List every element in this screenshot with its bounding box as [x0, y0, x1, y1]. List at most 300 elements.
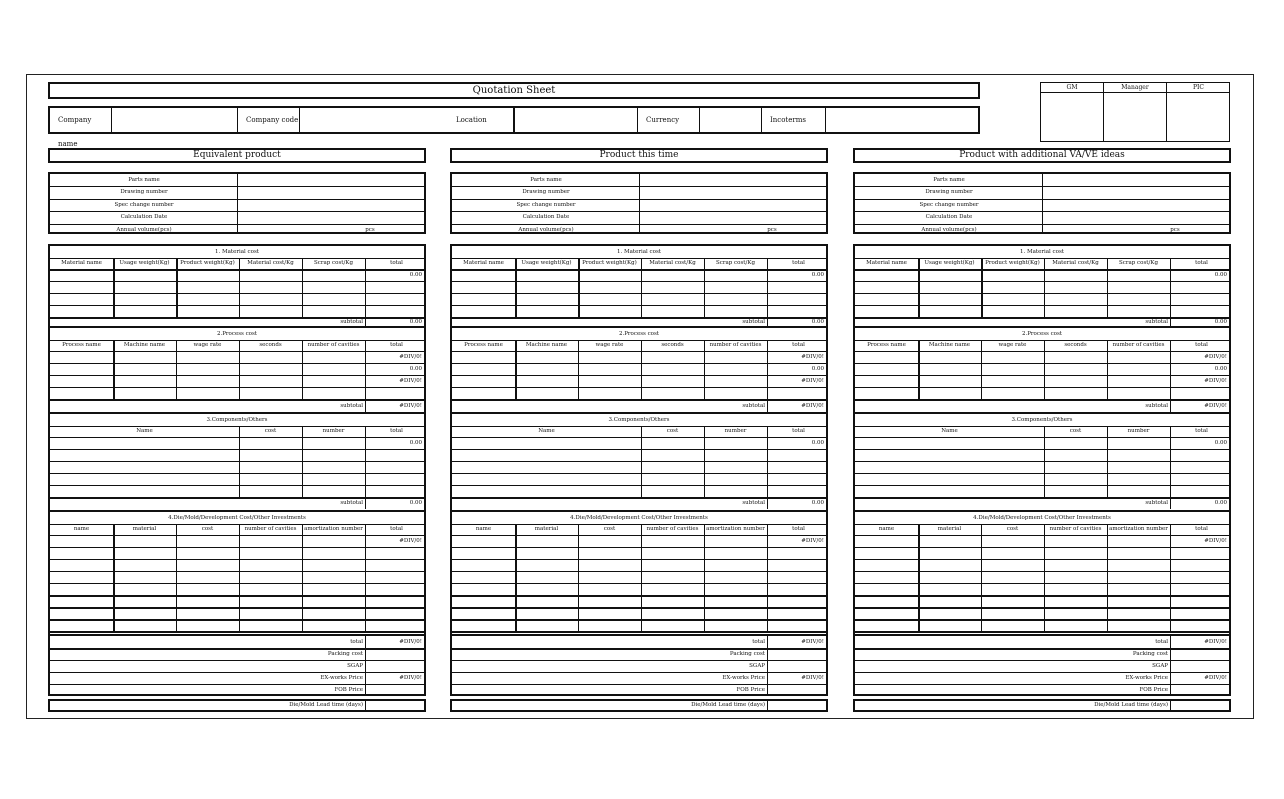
parts-parts-name-label: Parts name [128, 177, 160, 183]
grid-line [50, 449, 424, 450]
summary-fob-value[interactable] [365, 684, 424, 696]
material-row-total: 0.00 [811, 272, 824, 278]
die-header-2: cost [1006, 526, 1019, 532]
grid-line [302, 426, 303, 497]
grid-line [704, 258, 705, 317]
process-subtotal-value: #DIV/0! [399, 403, 422, 409]
grid-line [641, 258, 642, 317]
parts-parts-name-label: Parts name [530, 177, 562, 183]
process-header-2: wage rate [193, 342, 222, 348]
process-header-5: total [1195, 342, 1208, 348]
grid-line [855, 660, 1229, 661]
parts-annual-volume-field[interactable] [1043, 224, 1229, 236]
parts-spec-change-number-field[interactable] [238, 199, 424, 211]
grid-line [50, 684, 424, 685]
grid-line [365, 340, 366, 399]
grid-line [855, 293, 1229, 294]
approval-manager[interactable] [1104, 83, 1167, 141]
die-mold-block [853, 512, 1231, 636]
material-header-2: Product weight(Kg) [180, 260, 235, 266]
grid-line [855, 449, 1229, 450]
grid-line [1042, 174, 1043, 232]
grid-line [918, 340, 920, 399]
summary-sgap-value[interactable] [1170, 660, 1229, 672]
approval-gm-label: GM [1041, 83, 1103, 93]
grid-line [918, 258, 920, 317]
components-subtotal-label: subtotal [742, 500, 765, 506]
process-header-0: Process name [464, 342, 503, 348]
components-row-total: 0.00 [409, 440, 422, 446]
material-header-2: Product weight(Kg) [582, 260, 637, 266]
grid-line [855, 619, 1229, 621]
summary-fob-label: FOB Price [736, 687, 765, 693]
incoterms-label: Incoterms [762, 108, 826, 132]
currency-field[interactable] [700, 108, 762, 132]
process-row-total: #DIV/0! [801, 354, 824, 360]
process-header-3: seconds [259, 342, 282, 348]
parts-annual-volume-field[interactable] [238, 224, 424, 236]
grid-line [1044, 258, 1045, 317]
components-block [450, 414, 828, 512]
parts-spec-change-number-label: Spec change number [114, 201, 174, 208]
parts-spec-change-number-label: Spec change number [516, 201, 576, 208]
summary-block [48, 634, 426, 696]
process-row-total: 0.00 [409, 366, 422, 372]
die-mold-block [48, 512, 426, 636]
summary-sgap-label: SGAP [1152, 663, 1168, 669]
grid-line [50, 660, 424, 661]
material-header-3: Material cost/Kg [247, 260, 294, 266]
process-cost-block [48, 328, 426, 414]
grid-line [641, 340, 642, 399]
grid-line [452, 461, 826, 462]
grid-line [855, 281, 1229, 282]
summary-fob-label: FOB Price [334, 687, 363, 693]
summary-fob-value[interactable] [767, 684, 826, 696]
grid-line [578, 340, 579, 399]
grid-line [704, 426, 705, 497]
grid-line [113, 524, 115, 631]
grid-line [918, 524, 920, 631]
process-row-total: #DIV/0! [801, 378, 824, 384]
die-mold-title: 4.Die/Mold/Development Cost/Other Investments [168, 515, 306, 521]
material-subtotal-label: subtotal [1145, 319, 1168, 325]
components-subtotal-value: 0.00 [1214, 500, 1227, 506]
grid-line [452, 648, 826, 650]
parts-calculation-date-field[interactable] [1043, 211, 1229, 223]
summary-total-label-value[interactable]: #DIV/0! [1204, 639, 1227, 645]
die-header-2: cost [201, 526, 214, 532]
summary-total-label-label: total [752, 639, 765, 645]
grid-line [855, 648, 1229, 650]
summary-total-label-label: total [1155, 639, 1168, 645]
grid-line [50, 595, 424, 597]
process-header-1: Machine name [928, 342, 971, 348]
panel-title: Equivalent product [48, 148, 426, 163]
parts-spec-change-number-field[interactable] [640, 199, 826, 211]
grid-line [176, 524, 177, 631]
material-header-0: Material name [866, 260, 907, 266]
grid-line [1170, 636, 1171, 694]
grid-line [767, 636, 768, 694]
summary-exworks-label: EX-works Price [320, 675, 363, 681]
grid-line [1107, 426, 1108, 497]
process-subtotal-label: subtotal [1145, 403, 1168, 409]
material-header-1: Usage weight(Kg) [924, 260, 975, 266]
parts-calculation-date-field[interactable] [640, 211, 826, 223]
process-header-0: Process name [62, 342, 101, 348]
parts-drawing-number-field[interactable] [640, 186, 826, 198]
grid-line [855, 547, 1229, 548]
grid-line [767, 258, 768, 317]
summary-total-label-value[interactable]: #DIV/0! [399, 639, 422, 645]
parts-drawing-number-label: Drawing number [120, 189, 168, 196]
process-header-5: total [390, 342, 403, 348]
process-subtotal-label: subtotal [340, 403, 363, 409]
material-cost-title: 1. Material cost [1020, 249, 1064, 255]
die-header-5: total [1195, 526, 1208, 532]
material-header-3: Material cost/Kg [649, 260, 696, 266]
die-header-2: cost [603, 526, 616, 532]
grid-line [452, 485, 826, 486]
grid-line [452, 305, 826, 306]
material-subtotal-value: 0.00 [1214, 319, 1227, 325]
company-info-row [48, 106, 980, 148]
process-header-3: seconds [661, 342, 684, 348]
grid-line [855, 631, 1229, 633]
grid-line [50, 461, 424, 462]
approval-box [1040, 82, 1230, 142]
parts-parts-name-field[interactable] [1043, 174, 1229, 186]
parts-drawing-number-field[interactable] [1043, 186, 1229, 198]
material-subtotal-label: subtotal [340, 319, 363, 325]
grid-line [1107, 524, 1108, 631]
die-header-0: name [73, 526, 90, 532]
lead-time-row [450, 699, 828, 712]
grid-line [855, 305, 1229, 306]
grid-line [176, 258, 178, 317]
grid-line [50, 485, 424, 486]
grid-line [452, 583, 826, 584]
currency-label: Currency [638, 108, 700, 132]
grid-line [50, 547, 424, 548]
components-block [853, 414, 1231, 512]
process-header-5: total [792, 342, 805, 348]
parts-drawing-number-label: Drawing number [925, 189, 973, 196]
grid-line [641, 426, 642, 497]
die-header-1: material [937, 526, 962, 532]
grid-line [50, 619, 424, 621]
material-header-1: Usage weight(Kg) [521, 260, 572, 266]
material-subtotal-value: 0.00 [409, 319, 422, 325]
summary-fob-value[interactable] [1170, 684, 1229, 696]
process-subtotal-value: #DIV/0! [801, 403, 824, 409]
material-header-5: total [1195, 260, 1208, 266]
material-row-total: 0.00 [1214, 272, 1227, 278]
grid-line [50, 672, 424, 673]
summary-packing-label: Packing cost [729, 651, 765, 657]
summary-fob-label: FOB Price [1139, 687, 1168, 693]
grid-line [515, 524, 517, 631]
components-subtotal-label: subtotal [1145, 500, 1168, 506]
grid-line [452, 595, 826, 597]
grid-line [239, 524, 240, 631]
components-subtotal-label: subtotal [340, 500, 363, 506]
material-header-5: total [390, 260, 403, 266]
parts-parts-name-field[interactable] [238, 174, 424, 186]
process-cost-title: 2.Process cost [1021, 331, 1063, 337]
parts-parts-name-label: Parts name [933, 177, 965, 183]
grid-line [239, 340, 240, 399]
process-row-total: #DIV/0! [399, 354, 422, 360]
process-cost-block [450, 328, 828, 414]
grid-line [452, 660, 826, 661]
material-cost-title: 1. Material cost [215, 249, 259, 255]
process-row-total: 0.00 [1214, 366, 1227, 372]
die-header-5: total [390, 526, 403, 532]
grid-line [50, 559, 424, 560]
process-row-total: 0.00 [811, 366, 824, 372]
lead-time-row [853, 699, 1231, 712]
grid-line [855, 583, 1229, 584]
process-header-4: number of cavities [709, 342, 762, 348]
grid-line [50, 607, 424, 609]
grid-line [50, 305, 424, 306]
grid-line [452, 473, 826, 474]
parts-spec-change-number-label: Spec change number [919, 201, 979, 208]
grid-line [452, 449, 826, 450]
grid-line [365, 258, 366, 317]
grid-line [578, 524, 579, 631]
die-header-1: material [534, 526, 559, 532]
approval-pic-label: PIC [1167, 83, 1230, 93]
grid-line [855, 559, 1229, 560]
die-header-3: number of cavities [1049, 526, 1102, 532]
grid-line [452, 571, 826, 572]
process-row-total: #DIV/0! [1204, 354, 1227, 360]
parts-annual-volume-field[interactable] [640, 224, 826, 236]
grid-line [1170, 258, 1171, 317]
panel-2 [450, 148, 828, 713]
grid-line [113, 340, 115, 399]
parts-calculation-date-label: Calculation Date [522, 214, 570, 221]
annual-volume-unit: pcs [1170, 226, 1180, 233]
die-header-4: amortization number [304, 526, 363, 532]
process-header-1: Machine name [123, 342, 166, 348]
lead-time-value[interactable] [1170, 701, 1229, 710]
annual-volume-unit: pcs [365, 226, 375, 233]
panel-title: Product this time [450, 148, 828, 163]
parts-drawing-number-label: Drawing number [522, 189, 570, 196]
grid-line [50, 648, 424, 650]
process-header-2: wage rate [998, 342, 1027, 348]
components-header-name: Name [136, 428, 153, 434]
grid-line [981, 258, 983, 317]
summary-exworks-value[interactable]: #DIV/0! [399, 675, 422, 681]
components-header-number: number [724, 428, 747, 434]
process-header-0: Process name [867, 342, 906, 348]
grid-line [855, 571, 1229, 572]
parts-calculation-date-label: Calculation Date [925, 214, 973, 221]
process-row-total [1170, 387, 1229, 399]
process-row-total: #DIV/0! [1204, 378, 1227, 384]
grid-line [1107, 258, 1108, 317]
die-row-total: #DIV/0! [801, 538, 824, 544]
material-cost-block [853, 244, 1231, 328]
process-subtotal-label: subtotal [742, 403, 765, 409]
parts-parts-name-field[interactable] [640, 174, 826, 186]
grid-line [981, 524, 982, 631]
location-label: Location [456, 116, 487, 124]
lead-time-value[interactable] [365, 701, 424, 710]
company-name-field[interactable] [112, 108, 238, 132]
grid-line [855, 595, 1229, 597]
panel-title: Product with additional VA/VE ideas [853, 148, 1231, 163]
material-row-total: 0.00 [409, 272, 422, 278]
components-header-total: total [1195, 428, 1208, 434]
panel-1 [48, 148, 426, 713]
summary-total-label-value[interactable]: #DIV/0! [801, 639, 824, 645]
process-header-4: number of cavities [1112, 342, 1165, 348]
grid-line [1107, 340, 1108, 399]
grid-line [704, 524, 705, 631]
process-header-4: number of cavities [307, 342, 360, 348]
grid-line [452, 607, 826, 609]
lead-time-label: Die/Mold Lead time (days) [1094, 702, 1168, 708]
summary-sgap-value[interactable] [365, 660, 424, 672]
approval-manager-label: Manager [1104, 83, 1166, 93]
components-header-number: number [1127, 428, 1150, 434]
lead-time-label: Die/Mold Lead time (days) [289, 702, 363, 708]
approval-pic[interactable] [1167, 83, 1230, 141]
parts-calculation-date-field[interactable] [238, 211, 424, 223]
process-cost-title: 2.Process cost [216, 331, 258, 337]
material-header-4: Scrap cost/Kg [716, 260, 755, 266]
components-header-name: Name [941, 428, 958, 434]
grid-line [578, 258, 580, 317]
summary-block [853, 634, 1231, 696]
incoterms-field[interactable] [826, 108, 978, 132]
page-title: Quotation Sheet [48, 82, 980, 99]
process-cost-title: 2.Process cost [618, 331, 660, 337]
components-subtotal-value: 0.00 [409, 500, 422, 506]
die-header-3: number of cavities [244, 526, 297, 532]
material-header-0: Material name [463, 260, 504, 266]
material-header-2: Product weight(Kg) [985, 260, 1040, 266]
grid-line [855, 485, 1229, 486]
grid-line [855, 684, 1229, 685]
grid-line [641, 524, 642, 631]
components-header-total: total [390, 428, 403, 434]
grid-line [50, 293, 424, 294]
process-cost-block [853, 328, 1231, 414]
material-header-3: Material cost/Kg [1052, 260, 1099, 266]
components-title: 3.Components/Others [1011, 417, 1073, 423]
grid-line [855, 461, 1229, 462]
process-row-total [365, 387, 424, 399]
panel-3 [853, 148, 1231, 713]
summary-exworks-value[interactable]: #DIV/0! [1204, 675, 1227, 681]
die-mold-title: 4.Die/Mold/Development Cost/Other Investments [570, 515, 708, 521]
location-field[interactable] [514, 108, 638, 132]
grid-line [302, 524, 303, 631]
annual-volume-unit: pcs [767, 226, 777, 233]
components-header-cost: cost [1069, 428, 1082, 434]
process-subtotal-value: #DIV/0! [1204, 403, 1227, 409]
die-mold-title: 4.Die/Mold/Development Cost/Other Investments [973, 515, 1111, 521]
material-header-0: Material name [61, 260, 102, 266]
process-row-total [767, 387, 826, 399]
parts-info-block [450, 172, 828, 234]
material-cost-block [450, 244, 828, 328]
grid-line [50, 631, 424, 633]
parts-annual-volume-label: Annual volume(pcs) [116, 226, 172, 233]
process-row-total: #DIV/0! [399, 378, 422, 384]
material-cost-block [48, 244, 426, 328]
die-header-0: name [475, 526, 492, 532]
parts-drawing-number-field[interactable] [238, 186, 424, 198]
die-header-4: amortization number [1109, 526, 1168, 532]
grid-line [239, 258, 240, 317]
company-name-label: Company name [50, 108, 112, 132]
summary-packing-label: Packing cost [1132, 651, 1168, 657]
die-row-total: #DIV/0! [1204, 538, 1227, 544]
process-header-3: seconds [1064, 342, 1087, 348]
summary-sgap-value[interactable] [767, 660, 826, 672]
die-mold-block [450, 512, 828, 636]
approval-gm[interactable] [1041, 83, 1104, 141]
summary-exworks-label: EX-works Price [722, 675, 765, 681]
components-header-cost: cost [666, 428, 679, 434]
die-header-5: total [792, 526, 805, 532]
grid-line [452, 293, 826, 294]
summary-packing-label: Packing cost [327, 651, 363, 657]
summary-exworks-label: EX-works Price [1125, 675, 1168, 681]
summary-sgap-label: SGAP [347, 663, 363, 669]
components-title: 3.Components/Others [206, 417, 268, 423]
lead-time-value[interactable] [767, 701, 826, 710]
grid-line [452, 631, 826, 633]
die-header-1: material [132, 526, 157, 532]
summary-sgap-label: SGAP [749, 663, 765, 669]
parts-spec-change-number-field[interactable] [1043, 199, 1229, 211]
grid-line [50, 281, 424, 282]
material-header-5: total [792, 260, 805, 266]
summary-total-label-label: total [350, 639, 363, 645]
material-header-4: Scrap cost/Kg [314, 260, 353, 266]
parts-annual-volume-label: Annual volume(pcs) [921, 226, 977, 233]
grid-line [452, 547, 826, 548]
grid-line [302, 340, 303, 399]
process-header-1: Machine name [525, 342, 568, 348]
grid-line [50, 473, 424, 474]
grid-line [239, 426, 240, 497]
grid-line [176, 340, 177, 399]
parts-info-block [853, 172, 1231, 234]
grid-line [50, 571, 424, 572]
components-header-number: number [322, 428, 345, 434]
summary-exworks-value[interactable]: #DIV/0! [801, 675, 824, 681]
lead-time-label: Die/Mold Lead time (days) [691, 702, 765, 708]
components-header-name: Name [538, 428, 555, 434]
components-title: 3.Components/Others [608, 417, 670, 423]
die-header-4: amortization number [706, 526, 765, 532]
grid-line [50, 583, 424, 584]
grid-line [1044, 340, 1045, 399]
grid-line [981, 340, 982, 399]
grid-line [1044, 524, 1045, 631]
grid-line [639, 174, 640, 232]
